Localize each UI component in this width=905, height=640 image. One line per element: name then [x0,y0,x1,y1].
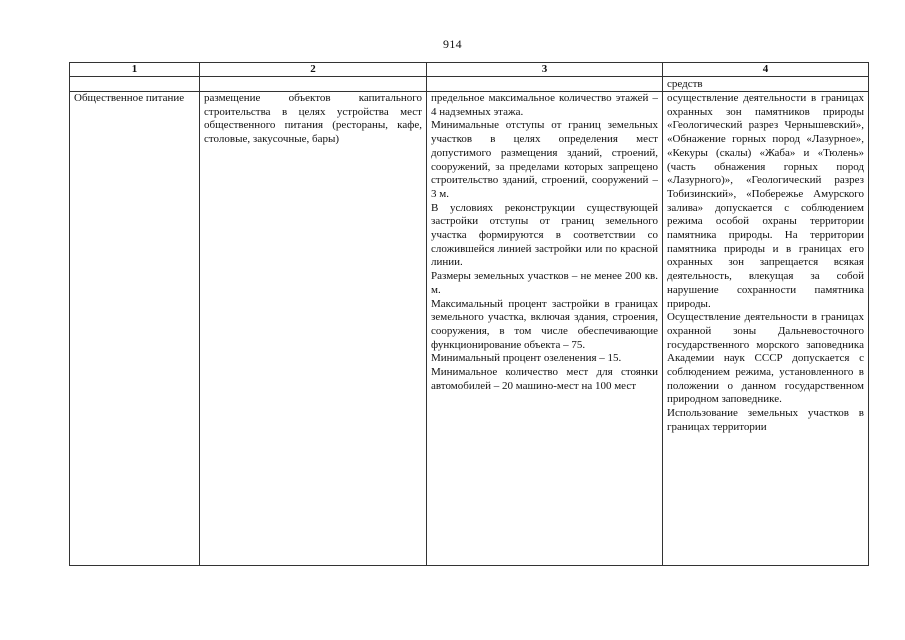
continuation-cell-2 [200,77,427,92]
parameter-floors: предельное максимальное количество этажей – 4 надземных этажа. [431,92,658,118]
column-header-3: 3 [427,63,663,77]
use-description: размещение объектов капитального строительства в целях устройства мест общественного питания (рестораны, кафе, столовые, закусочные, бары) [204,92,422,146]
continuation-cell-4: средств [663,77,869,92]
use-description-cell [200,92,427,566]
parameter-plot-size: Размеры земельных участков – не менее 200 кв. м. [431,270,658,296]
continuation-cell-3 [427,77,663,92]
table-row [70,92,869,566]
column-header-1: 1 [70,63,200,77]
restriction-nature-monuments: осуществление деятельности в границах охранных зон памятников природы «Геологический разрез Чернышевский», «Обнажение горных пород «Лазурное», «Кекуры (скалы) «Жаба» и «Тюлень» (часть обнажения горных пород «Лазурного)», «Геологический разрез Тобизинский», «Побережье Амурского залива» допускается с соблюдением режима особой охраны территории памятника природы. На территории памятника природы и в границах его охранных зон запрещается всякая деятельность, влекущая за собой нарушение сохранности памятника природы. [667,92,864,310]
continuation-row [70,77,869,92]
column-header-2: 2 [200,63,427,77]
restrictions-cell [663,92,869,566]
continuation-cell-1 [70,77,200,92]
use-type-name: Общественное питание [74,92,185,104]
column-header-4: 4 [663,63,869,77]
parameter-reconstruction: В условиях реконструкции существующей застройки отступы от границ земельного участка формируются в соответствии со сложившейся линией застройки или по красной линии. [431,201,658,269]
restriction-land-use: Использование земельных участков в границах территории [667,407,864,433]
parameters-cell [427,92,663,566]
use-type-cell [70,92,200,566]
restriction-reserve-zone: Осуществление деятельности в границах охранной зоны Дальневосточного государственного морского заповедника Академии наук СССР допускается с соблюдением режима, установленного в положении о данном государственном природном заповеднике. [667,311,864,406]
parameter-landscaping: Минимальный процент озеленения – 15. [431,352,622,365]
parameter-setbacks: Минимальные отступы от границ земельных участков в целях определения мест допустимого размещения зданий, строений, сооружений, за пределами которых запрещено строительство зданий, строений, сооружений – 3 м. [431,119,658,200]
table-header-row [70,63,869,77]
regulations-table [69,62,869,566]
page-number: 914 [443,37,462,51]
parameter-coverage: Максимальный процент застройки в границах земельного участка, включая здания, строения, сооружения, в том числе обеспечивающие функционирование объекта – 75. [431,297,658,351]
parameter-parking: Минимальное количество мест для стоянки автомобилей – 20 машино-мест на 100 мест [431,366,658,392]
